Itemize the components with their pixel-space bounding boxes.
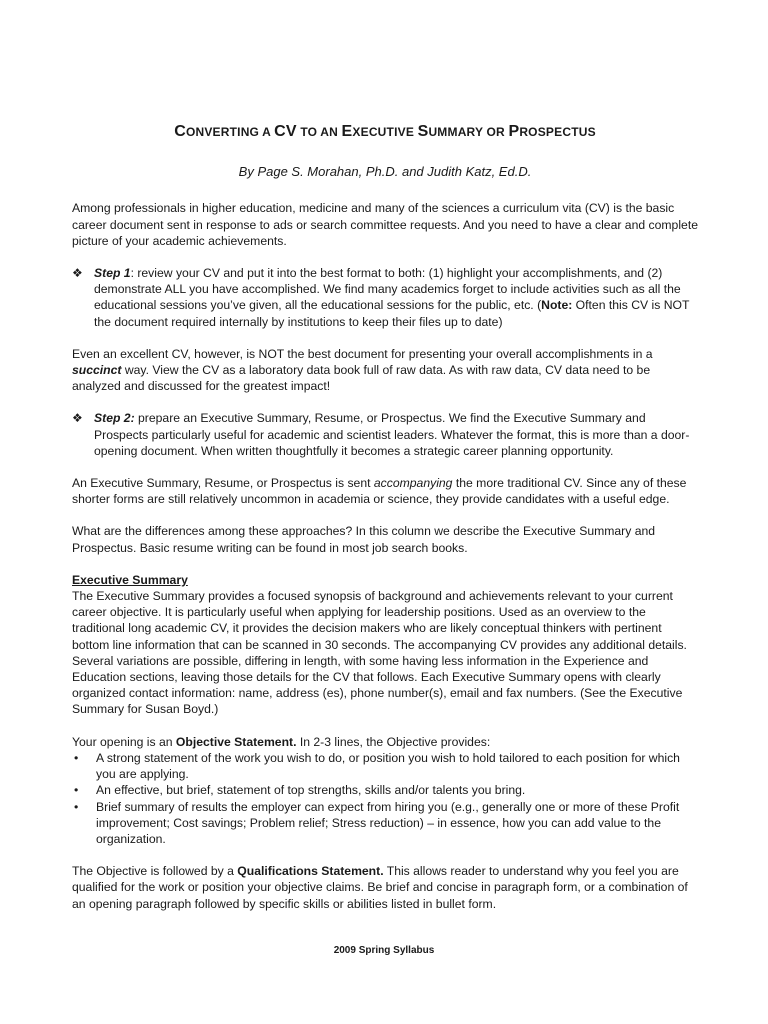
exec-summary-paragraph [72, 475, 698, 507]
bold-text: Objective Statement. [175, 734, 297, 749]
paragraph-text: An Executive Summary, Resume, or Prospectus is sent [72, 476, 374, 491]
title-part: ONVERTING A [185, 125, 275, 139]
step-2-label: Step 2: [94, 411, 135, 426]
list-item-text: Brief summary of results the employer can expect from hiring you (e.g., generally one or more of these Profit improvement; Cost savings; Problem relief; Stress reduction) – in essence, how you can add value to the organization. [96, 799, 680, 846]
emphasis-text: succinct [72, 363, 122, 378]
paragraph-text: Even an excellent CV, however, is NOT the best document for presenting your overall accomplishments in a [72, 346, 653, 361]
title-part: P [508, 123, 520, 140]
step-1-text-end: Often this CV is NOT the document required internally by institutions to keep their files up to date) [94, 298, 690, 329]
list-item [72, 750, 698, 782]
step-1-item [72, 265, 698, 330]
title-part: TO AN [296, 125, 342, 139]
bullet-dot-icon: • [74, 783, 79, 798]
title-part: XECUTIVE [352, 125, 418, 139]
document-title [72, 124, 698, 140]
step-2-item [72, 410, 698, 459]
title-part: UMMARY OR [428, 125, 509, 139]
differences-paragraph: What are the differences among these approaches? In this column we describe the Executive Summary and Prospectus. Basic resume writing can be found in most job search books. [72, 524, 656, 555]
title-part: C [174, 123, 186, 140]
section-paragraph: The Executive Summary provides a focused synopsis of background and achievements relevant to your current career objective. It is particularly useful when applying for leadership positions. Used as an overview to the traditional long academic CV, it provides the decision makers who are likely conceptual thinkers with pertinent bottom line information that can be scanned in 30 seconds. The accompanying CV provides any additional details. Several variations are possible, differing in length, with some having less information in the Experience and Education sections, leaving those details for the CV that follows. Each Executive Summary opens with clearly organized contact information: name, address (es), phone number(s), email and fax numbers. (See the Executive Summary for Susan Boyd.) [72, 589, 687, 717]
objective-paragraph [72, 734, 698, 750]
step-2-text: prepare an Executive Summary, Resume, or Prospectus. We find the Executive Summary and Prospects particularly useful for academic and scientist leaders. Whatever the format, this is more than a door-opening document. When written thoughtfully it becomes a strategic career planning opportunity. [94, 411, 690, 458]
title-part: E [341, 123, 353, 140]
list-item [72, 782, 698, 798]
step-1-label: Step 1 [94, 266, 131, 281]
emphasis-text: accompanying [373, 476, 453, 491]
paragraph-text: way. View the CV as a laboratory data book full of raw data. As with raw data, CV data need to be analyzed and discussed for the greatest impact! [72, 363, 651, 394]
note-label: Note: [541, 298, 573, 313]
paragraph-text: Your opening is an [72, 734, 176, 749]
intro-paragraph: Among professionals in higher education, medicine and many of the sciences a curriculum vita (CV) is the basic career document sent in response to ads or search committee requests. And you need to have a clear and complete picture of your academic achievements. [72, 201, 698, 248]
paragraph-text: In 2-3 lines, the Objective provides: [296, 734, 491, 749]
bold-text: Qualifications Statement. [237, 864, 384, 879]
paragraph-text: the more traditional CV. Since any of these shorter forms are still relatively uncommon in academia or science, they provide candidates with a useful edge. [72, 476, 687, 507]
title-part: CV [274, 123, 297, 140]
title-part: ROSPECTUS [519, 125, 596, 139]
paragraph-text: This allows reader to understand why you feel you are qualified for the work or position your objective claims. Be brief and concise in paragraph form, or a combination of an opening paragraph followed by specific skills or abilities listed in bullet form. [72, 864, 688, 911]
diamond-bullet-icon: ❖ [72, 266, 83, 281]
document-body [72, 124, 698, 912]
excellent-cv-paragraph [72, 346, 698, 395]
diamond-bullet-icon: ❖ [72, 411, 83, 426]
bullet-dot-icon: • [74, 750, 79, 765]
qualifications-paragraph [72, 863, 698, 912]
page-footer: 2009 Spring Syllabus [333, 945, 435, 956]
bullet-dot-icon: • [74, 799, 79, 814]
step-1-text: : review your CV and put it into the best format to both: (1) highlight your accomplishments, and (2) demonstrate ALL you have accomplished. We find many academics forget to include activities such as all the educational sessions you’ve given, all the educational sessions for the public, etc. ( [94, 266, 681, 313]
paragraph-text: The Objective is followed by a [72, 864, 238, 879]
list-item-text: An effective, but brief, statement of top strengths, skills and/or talents you bring. [96, 783, 526, 798]
objective-bullet-list [72, 750, 698, 847]
title-part: S [417, 123, 429, 140]
byline: By Page S. Morahan, Ph.D. and Judith Katz, Ed.D. [238, 164, 532, 180]
section-heading: Executive Summary [72, 572, 188, 587]
list-item-text: A strong statement of the work you wish to do, or position you wish to hold tailored to each position for which you are applying. [96, 750, 680, 782]
list-item [72, 799, 698, 848]
